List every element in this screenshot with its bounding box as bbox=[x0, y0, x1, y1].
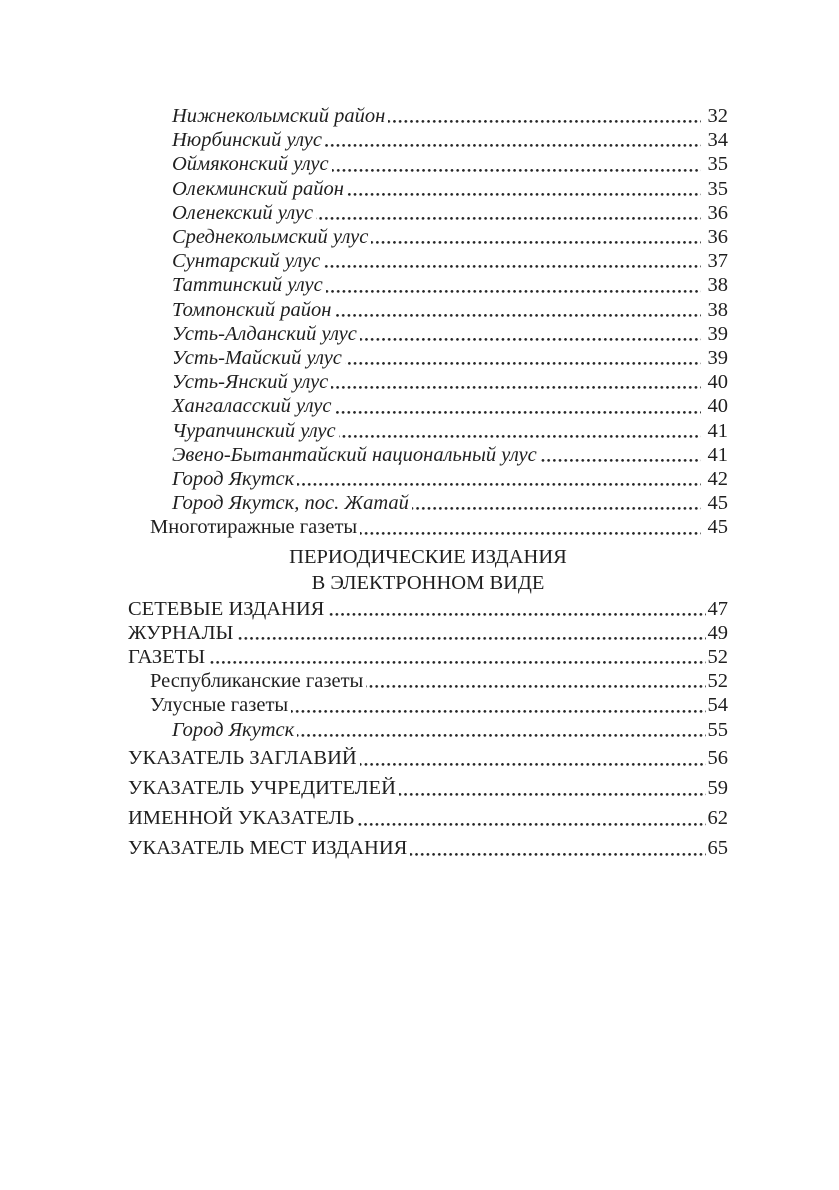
toc-entry-label: Город Якутск bbox=[172, 718, 295, 741]
toc-entry bbox=[128, 346, 728, 370]
toc-entry bbox=[128, 773, 728, 803]
dot-leader-icon bbox=[399, 792, 706, 797]
dot-leader-icon bbox=[360, 337, 701, 342]
toc-entry-label: ИМЕННОЙ УКАЗАТЕЛЬ bbox=[128, 806, 355, 829]
toc-entry-page-number: 40 bbox=[707, 371, 728, 394]
toc-entry-label: Усть-Янский улус bbox=[172, 371, 329, 394]
dot-leader-icon bbox=[323, 264, 700, 269]
section-heading-line-2: В ЭЛЕКТРОННОМ ВИДЕ bbox=[311, 571, 545, 594]
dot-leader-icon bbox=[291, 709, 705, 714]
toc-entry bbox=[128, 273, 728, 297]
toc-entry-label: Среднеколымский улус bbox=[172, 226, 369, 249]
toc-entry bbox=[128, 322, 728, 346]
toc-entry-label: УКАЗАТЕЛЬ МЕСТ ИЗДАНИЯ bbox=[128, 836, 408, 859]
toc-entry-label: Чурапчинский улус bbox=[172, 419, 336, 442]
toc-entry bbox=[128, 394, 728, 418]
toc-entry-page-number: 55 bbox=[707, 718, 728, 741]
toc-entry-page-number: 38 bbox=[707, 274, 728, 297]
toc-entry-label: Улусные газеты bbox=[150, 694, 289, 717]
dot-leader-icon bbox=[339, 434, 701, 439]
toc-entry bbox=[128, 693, 728, 717]
toc-entry-label: Усть-Майский улус bbox=[172, 347, 342, 370]
toc-entry bbox=[128, 419, 728, 443]
toc-entry-label: Усть-Алданский улус bbox=[172, 322, 357, 345]
toc-entry bbox=[128, 669, 728, 693]
dot-leader-icon bbox=[334, 313, 700, 318]
toc-entry bbox=[128, 743, 728, 773]
toc-entry bbox=[128, 833, 728, 863]
dot-leader-icon bbox=[327, 612, 705, 617]
toc-entry bbox=[128, 370, 728, 394]
dot-leader-icon bbox=[236, 636, 705, 641]
toc-entry-label: Республиканские газеты bbox=[150, 670, 364, 693]
dot-leader-icon bbox=[360, 531, 700, 536]
toc-entry bbox=[128, 803, 728, 833]
dot-leader-icon bbox=[332, 168, 701, 173]
toc-section-regional bbox=[128, 104, 728, 540]
toc-entry-page-number: 36 bbox=[707, 226, 728, 249]
toc-entry-page-number: 36 bbox=[707, 201, 728, 224]
toc-entry bbox=[128, 298, 728, 322]
toc-entry-page-number: 39 bbox=[707, 322, 728, 345]
toc-entry-label: Нижнеколымский район bbox=[172, 105, 386, 127]
toc-entry-page-number: 39 bbox=[707, 347, 728, 370]
toc-entry-label: Многотиражные газеты bbox=[150, 516, 358, 539]
toc-entry-label: Хангаласский улус bbox=[172, 395, 332, 418]
toc-entry-label: ЖУРНАЛЫ bbox=[128, 621, 234, 644]
toc-entry bbox=[128, 597, 728, 621]
toc-entry bbox=[128, 718, 728, 742]
toc-entry-page-number: 56 bbox=[707, 746, 728, 769]
toc-entry-page-number: 40 bbox=[707, 395, 728, 418]
toc-entry-page-number: 49 bbox=[707, 621, 728, 644]
toc-entry-page-number: 42 bbox=[707, 468, 728, 491]
toc-entry bbox=[128, 249, 728, 273]
toc-entry bbox=[128, 645, 728, 669]
toc-entry-label: СЕТЕВЫЕ ИЗДАНИЯ bbox=[128, 597, 325, 620]
toc-entry-label: Нюрбинский улус bbox=[172, 129, 322, 152]
toc-entry-page-number: 62 bbox=[707, 806, 728, 829]
toc-entry bbox=[128, 515, 728, 539]
toc-entry-page-number: 54 bbox=[707, 694, 728, 717]
toc-entry-page-number: 52 bbox=[707, 670, 728, 693]
dot-leader-icon bbox=[325, 143, 701, 148]
toc-entry bbox=[128, 225, 728, 249]
dot-leader-icon bbox=[360, 762, 706, 767]
dot-leader-icon bbox=[326, 289, 701, 294]
toc-section-indexes bbox=[128, 743, 728, 863]
toc-entry-page-number: 37 bbox=[707, 250, 728, 273]
toc-entry-label: УКАЗАТЕЛЬ УЧРЕДИТЕЛЕЙ bbox=[128, 776, 396, 799]
dot-leader-icon bbox=[412, 506, 701, 511]
dot-leader-icon bbox=[410, 852, 705, 857]
toc-entry-page-number: 32 bbox=[707, 105, 728, 127]
dot-leader-icon bbox=[334, 410, 700, 415]
toc-entry-label: Олекминский район bbox=[172, 177, 344, 200]
toc-entry-label: Эвено-Бытантайский национальный улус bbox=[172, 443, 537, 466]
toc-entry-page-number: 45 bbox=[707, 492, 728, 515]
toc-entry-page-number: 65 bbox=[707, 836, 728, 859]
toc-entry bbox=[128, 152, 728, 176]
toc-entry-label: УКАЗАТЕЛЬ ЗАГЛАВИЙ bbox=[128, 746, 357, 769]
toc-entry-label: Оленекский улус bbox=[172, 201, 314, 224]
dot-leader-icon bbox=[345, 361, 701, 366]
toc-entry-page-number: 35 bbox=[707, 153, 728, 176]
toc-entry bbox=[128, 128, 728, 152]
toc-entry-label: Город Якутск bbox=[172, 468, 295, 491]
toc-entry bbox=[128, 621, 728, 645]
table-of-contents bbox=[128, 104, 728, 863]
section-heading-line-1: ПЕРИОДИЧЕСКИЕ ИЗДАНИЯ bbox=[289, 545, 567, 568]
dot-leader-icon bbox=[357, 822, 705, 827]
toc-entry-page-number: 35 bbox=[707, 177, 728, 200]
dot-leader-icon bbox=[297, 482, 700, 487]
dot-leader-icon bbox=[366, 684, 705, 689]
toc-entry bbox=[128, 201, 728, 225]
toc-entry-label: Томпонский район bbox=[172, 298, 332, 321]
toc-entry-label: ГАЗЕТЫ bbox=[128, 646, 206, 669]
dot-leader-icon bbox=[540, 458, 701, 463]
toc-entry bbox=[128, 104, 728, 128]
toc-entry bbox=[128, 177, 728, 201]
toc-entry bbox=[128, 491, 728, 515]
dot-leader-icon bbox=[388, 119, 700, 124]
dot-leader-icon bbox=[331, 385, 700, 390]
toc-entry bbox=[128, 467, 728, 491]
toc-entry-label: Сунтарский улус bbox=[172, 250, 321, 273]
dot-leader-icon bbox=[208, 660, 705, 665]
dot-leader-icon bbox=[297, 733, 705, 738]
dot-leader-icon bbox=[316, 216, 700, 221]
toc-entry-page-number: 52 bbox=[707, 646, 728, 669]
section-heading bbox=[128, 544, 728, 596]
toc-entry-page-number: 38 bbox=[707, 298, 728, 321]
toc-entry-page-number: 45 bbox=[707, 516, 728, 539]
toc-entry-page-number: 41 bbox=[707, 419, 728, 442]
toc-entry bbox=[128, 443, 728, 467]
toc-entry-page-number: 34 bbox=[707, 129, 728, 152]
dot-leader-icon bbox=[371, 240, 700, 245]
toc-entry-page-number: 59 bbox=[707, 776, 728, 799]
dot-leader-icon bbox=[347, 192, 701, 197]
toc-entry-label: Город Якутск, пос. Жатай bbox=[172, 492, 409, 515]
toc-entry-label: Таттинский улус bbox=[172, 274, 323, 297]
toc-entry-label: Оймяконский улус bbox=[172, 153, 329, 176]
toc-section-electronic bbox=[128, 597, 728, 742]
toc-entry-page-number: 47 bbox=[707, 597, 728, 620]
toc-entry-page-number: 41 bbox=[707, 443, 728, 466]
